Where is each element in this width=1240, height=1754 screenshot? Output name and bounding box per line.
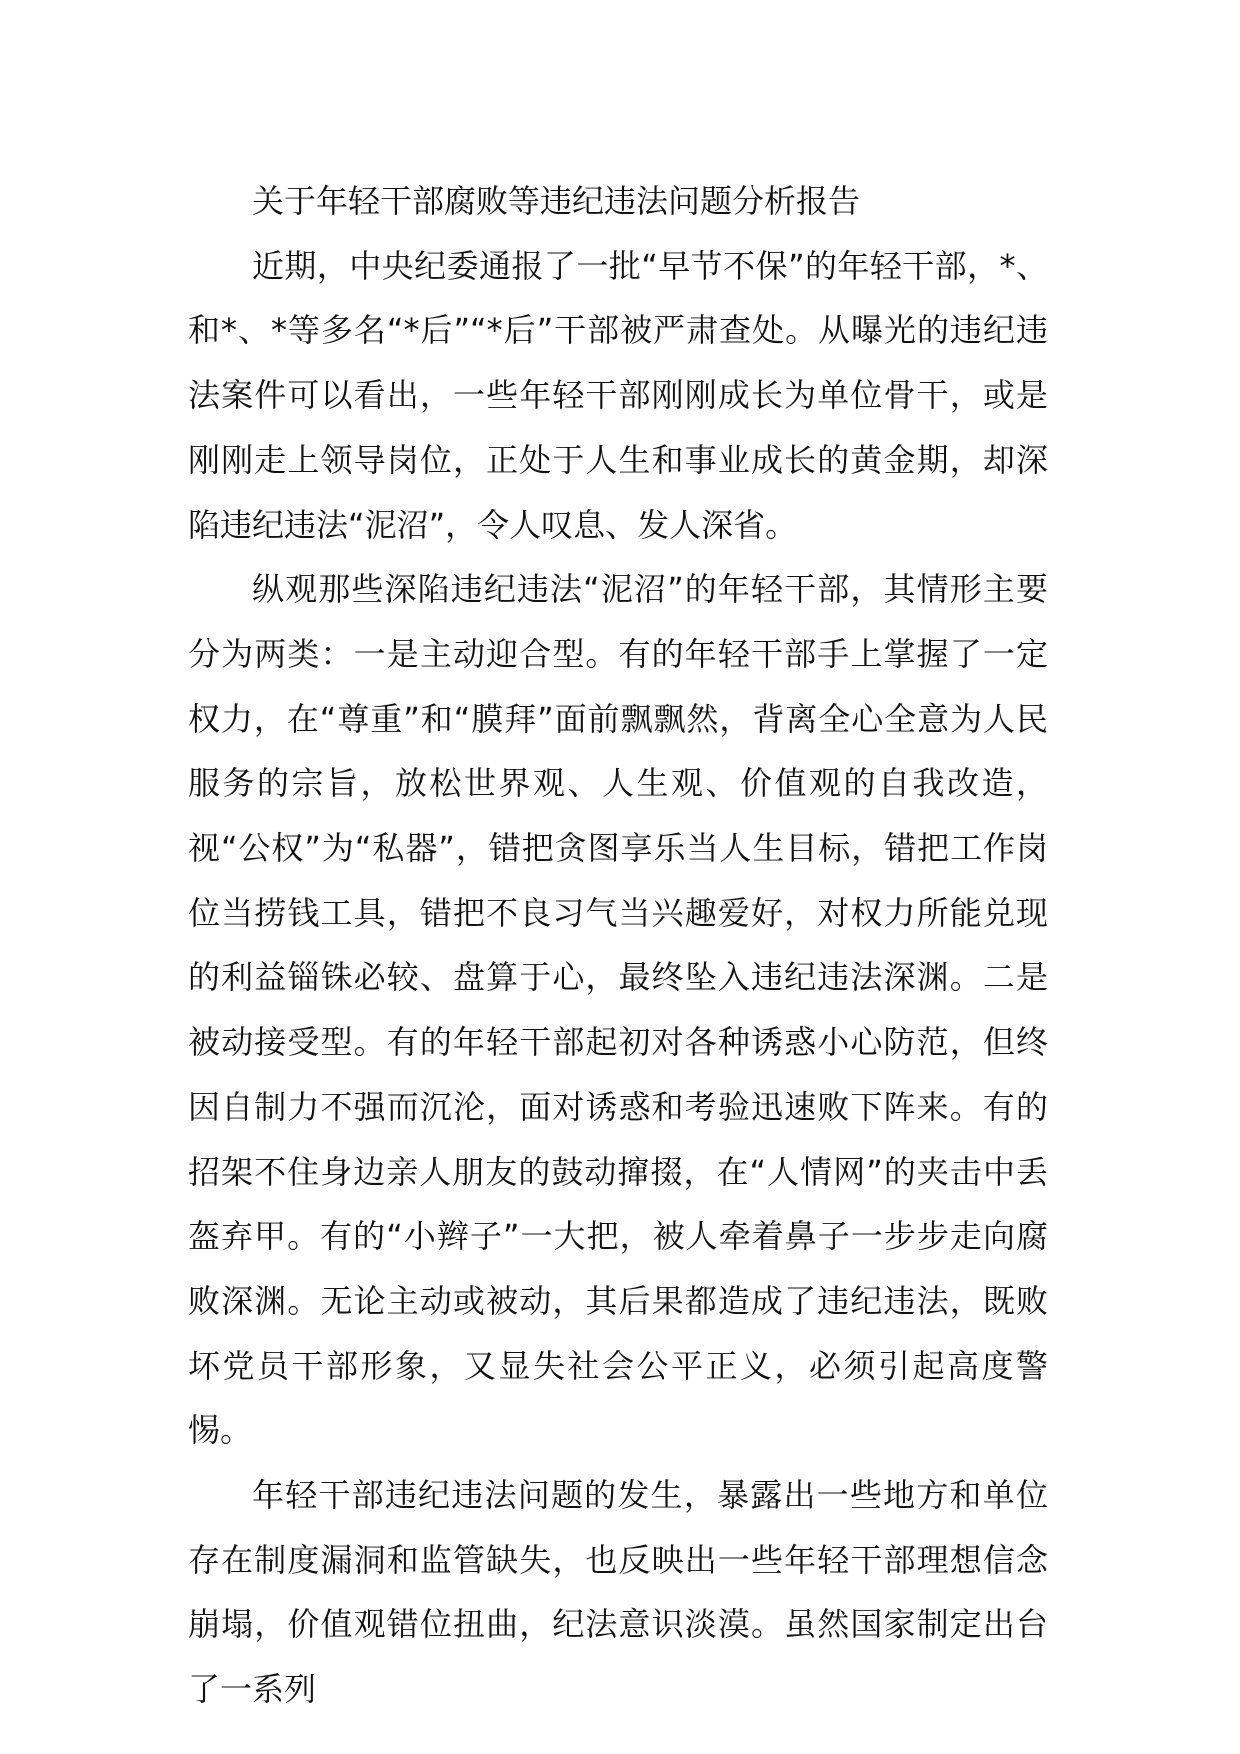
paragraph-1: 近期，中央纪委通报了一批“早节不保”的年轻干部，*、和*、*等多名“*后”“*后”干部被严肃查处。从曝光的违纪违法案件可以看出，一些年轻干部刚刚成长为单位骨干，或是刚刚走上领导岗位，正处于人生和事业成长的黄金期，却深陷违纪违法“泥沼”，令人叹息、发人深省。 bbox=[188, 246, 1048, 544]
document-title: 关于年轻干部腐败等违纪违法问题分析报告 bbox=[252, 182, 861, 220]
paragraph-2: 纵观那些深陷违纪违法“泥沼”的年轻干部，其情形主要分为两类：一是主动迎合型。有的年轻干部手上掌握了一定权力，在“尊重”和“膜拜”面前飘飘然，背离全心全意为人民服务的宗旨，放松世界观、人生观、价值观的自我改造，视“公权”为“私器”，错把贪图享乐当人生目标，错把工作岗位当捞钱工具，错把不良习气当兴趣爱好，对权力所能兑现的利益锱铢必较、盘算于心，最终坠入违纪违法深渊。二是被动接受型。有的年轻干部起初对各种诱惑小心防范，但终因自制力不强而沉沦，面对诱惑和考验迅速败下阵来。有的招架不住身边亲人朋友的鼓动撺掇，在“人情网”的夹击中丢盔弃甲。有的“小辫子”一大把，被人牵着鼻子一步步走向腐败深渊。无论主动或被动，其后果都造成了违纪违法，既败坏党员干部形象，又显失社会公平正义，必须引起高度警惕。 bbox=[188, 570, 1048, 1450]
paragraph-3: 年轻干部违纪违法问题的发生，暴露出一些地方和单位存在制度漏洞和监管缺失，也反映出一些年轻干部理想信念崩塌，价值观错位扭曲，纪法意识淡漠。虽然国家制定出台了一系列 bbox=[188, 1476, 1048, 1709]
document-body bbox=[188, 169, 1048, 1722]
